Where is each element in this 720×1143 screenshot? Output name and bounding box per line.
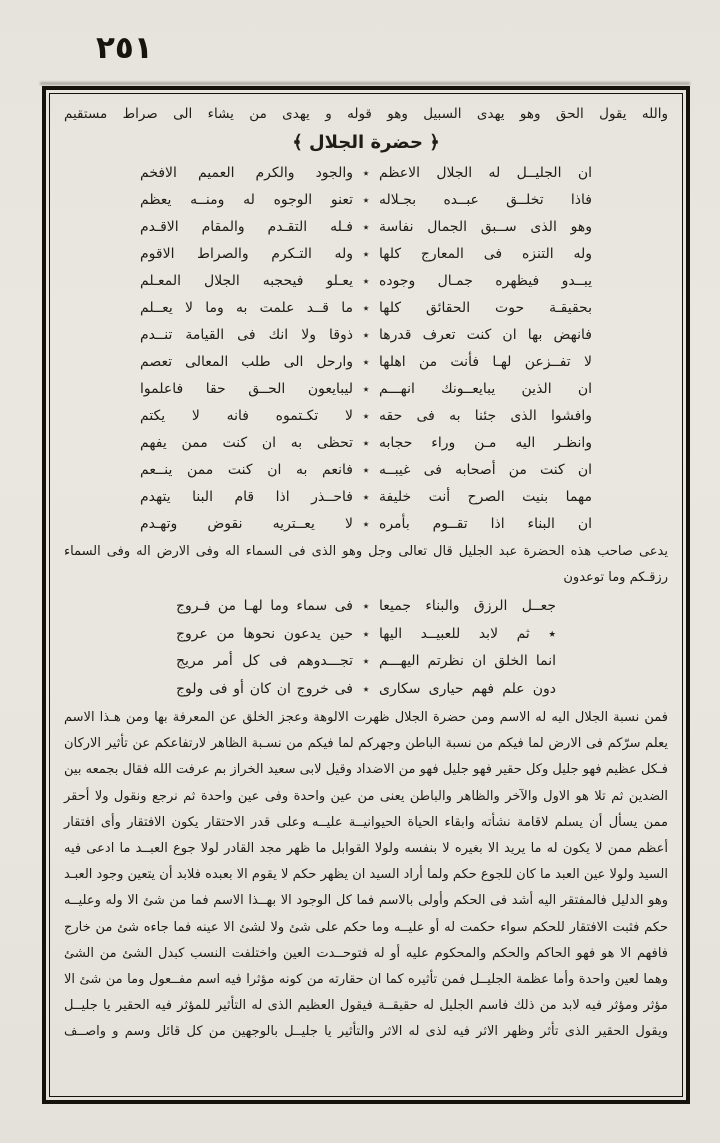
verse-separator: ٭ xyxy=(362,382,370,396)
hemistich-right: فاذا تخلــق عبــده بجـلاله xyxy=(379,192,592,208)
verse-separator: ٭ xyxy=(362,328,370,342)
hemistich-right: فانهض بها ان كنت تعرف قدرها xyxy=(379,327,592,343)
verse-line xyxy=(176,648,556,676)
verse-line xyxy=(140,430,592,457)
verse-line xyxy=(140,349,592,376)
verse-line xyxy=(140,484,592,511)
page-frame-inner xyxy=(49,93,683,1097)
hemistich-right: وهو الذى ســبق الجمال نفاسة xyxy=(379,219,592,235)
page-number: ٢٥١ xyxy=(96,30,153,66)
verse-line xyxy=(140,268,592,295)
hemistich-left: وارحل الى طلب المعالى تعصم xyxy=(140,354,353,370)
hemistich-left: حين يدعون نحوها من عروج xyxy=(176,625,353,642)
hemistich-right: لا تفــزعن لهـا فأنت من اهلها xyxy=(379,354,592,370)
verse-line xyxy=(140,214,592,241)
verse-separator: ٭ xyxy=(362,654,370,668)
hemistich-left: فـله التقـدم والمقام الاقـدم xyxy=(140,219,353,235)
hemistich-left: ما قــد علمت به وما لا يعــلم xyxy=(140,300,353,316)
main-paragraph: فمن نسبة الجلال اليه له الاسم ومن حضرة الجلال ظهرت الالوهة وعجز الخلق عن المعرفة بها ومن هـذا الاسم يعلم سرّكم فى الارض لما فيكم من نسبة الباطن وجهركم لما فيكم من نسـبة الظاهر لارتفاعكم عن تأثير الاركان فـكل عظيم فهو جليل وكل حقير فهو جليل فهو من الاضداد وقيل لابى سعيد الخراز بم عرفت الله فقال بجمعه بين الضدين ثم تلا هو الاول والآخر والظاهر والباطن يعنى من عين واحدة وفى عين واحدة ثم نرجع ونقول ولا أحقر ممن يسأل أن يسلم لاقامة نشأته وابقاء الحياة الحيوانيــة عليــه وعلى قدر الاحتقار يكون الافتقار وأى افتقار أعظم ممن لا يكون له ما يريد الا بغيره لا بنفسه ولولا القوابل ما ظهر مجد القادر لولا جوع العبــد ما ادعى فيه السيد ولولا عين العبد ما كان للجوع حكم ولما أراد السيد ان يظهر حكم لا يقوم الا بعبده فلابد أن يتعين وجود العبـد وهو الدليل فالمفتقر اليه أشد فى الحكم وأولى بالاسم فما كل الوجود الا بهــذا الاسم فما من شئ الا وله وعليــه حكم فثبت الافتقار للحكم سواء حكمت له أو عليــه وما حكم على شئ ولا لشئ الا عينه فما جاءه شئ من خارج فافهم الا هو فهو الحاكم والحكم والمحكوم عليه أو له فتوحــدت العين واختلفت النسب كبدل الشئ من الشئ وهما لعين واحدة وأما عظمة الجليــل فمن تأثيره كما ان حقارته من كونه مؤثرا فيه اسم مفــعول وما من شئ الا مؤثر ومؤثر فيه لابد من ذلك فاسم الجليل له حقيقــة فيقول العظيم الذى له التأثير للمؤثر فيه الحقير يا جليــل ويقول الحقير الذى تأثر وظهر الاثر فيه لذى له الاثر والتأثير يا جليــل بالوجهين من كل قائل وسم و واصــف xyxy=(64,710,668,1040)
hemistich-right: انما الخلق ان نظرتم اليهـــم xyxy=(379,653,556,669)
verse-separator: ٭ xyxy=(362,247,370,261)
hemistich-right: ان الذين يبايعــونك انهـــم xyxy=(379,381,592,397)
hemistich-right: دون علم فهم حيارى سكارى xyxy=(379,680,556,697)
verse-separator: ٭ xyxy=(362,517,370,531)
hemistich-left: وله التـكرم والصراط الاقوم xyxy=(140,246,353,262)
hemistich-right: وافشوا الذى جئنا به فى حقه xyxy=(379,408,592,424)
verse-separator: ٭ xyxy=(362,274,370,288)
prose-commentary: يدعى صاحب هذه الحضرة عبد الجليل قال تعالى وجل وهو الذى فى السماء اله وفى الارض اله وفى السماء رزقـكم وما توعدون xyxy=(64,544,668,585)
poem-first xyxy=(140,160,592,538)
hemistich-right: يبــدو فيظهره جمـال وجوده xyxy=(379,273,592,289)
header-line: والله يقول الحق وهو يهدى السبيل وهو قوله و يهدى من يشاء الى صراط مستقيم xyxy=(64,106,668,122)
verse-separator: ٭ xyxy=(362,409,370,423)
verse-line xyxy=(140,187,592,214)
verse-separator: ٭ xyxy=(362,193,370,207)
hemistich-right: وانظـر اليه مـن وراء حجابه xyxy=(379,435,592,451)
page-frame xyxy=(42,86,690,1104)
verse-separator: ٭ xyxy=(362,599,370,613)
verse-line xyxy=(176,676,556,704)
hemistich-left: فى سماء وما لهـا من فـروج xyxy=(176,598,353,614)
verse-separator: ٭ xyxy=(362,463,370,477)
hemistich-left: فاحــذر اذا قام البنا يتهدم xyxy=(140,489,353,505)
verse-separator: ٭ xyxy=(362,166,370,180)
hemistich-left: فانعم به ان كنت ممن ينــعم xyxy=(140,462,353,478)
verse-line xyxy=(140,241,592,268)
hemistich-left: تحظى به ان كنت ممن يفهم xyxy=(140,435,353,451)
hemistich-left: ليبايعون الحــق حقا فاعلموا xyxy=(140,381,353,397)
hemistich-right: وله التنزه فى المعارج كلها xyxy=(379,246,592,262)
verse-line xyxy=(140,511,592,538)
hemistich-left: تجـــدوهم فى كل أمر مريج xyxy=(176,653,353,669)
hemistich-right: بحقيقـة حوت الحقائق كلها xyxy=(379,300,592,316)
section-title: ﴿ حضرة الجلال ﴾ xyxy=(292,132,440,153)
poem-second xyxy=(176,593,556,703)
verse-separator: ٭ xyxy=(362,436,370,450)
verse-line xyxy=(140,160,592,187)
hemistich-left: ذوقا ولا انك فى القيامة تنــدم xyxy=(140,327,353,343)
hemistich-right: مهما بنيت الصرح أنت خليفة xyxy=(379,489,592,505)
hemistich-left: فى خروج ان كان أو فى ولوج xyxy=(176,680,353,697)
hemistich-right: ان البناء اذا تقــوم بأمره xyxy=(379,516,592,532)
hemistich-right: ٭ ثم لابد للعبيــد اليها xyxy=(379,625,556,642)
hemistich-left: لا يعــتريه نقوض وتهـدم xyxy=(140,516,353,532)
hemistich-left: لا تكـتموه فانه لا يكتم xyxy=(140,408,353,424)
verse-separator: ٭ xyxy=(362,301,370,315)
verse-separator: ٭ xyxy=(362,626,370,641)
verse-line xyxy=(176,621,556,649)
hemistich-right: ان كنت من أصحابه فى غيبــه xyxy=(379,462,592,478)
verse-line xyxy=(140,322,592,349)
verse-separator: ٭ xyxy=(362,220,370,234)
hemistich-right: جعــل الرزق والبناء جميعا xyxy=(379,598,556,614)
verse-line xyxy=(140,403,592,430)
verse-line xyxy=(140,457,592,484)
hemistich-left: يعـلو فيحجبه الجلال المعـلم xyxy=(140,273,353,289)
verse-line xyxy=(140,376,592,403)
hemistich-right: ان الجليــل له الجلال الاعظم xyxy=(379,165,592,181)
verse-line xyxy=(140,295,592,322)
verse-separator: ٭ xyxy=(362,490,370,504)
verse-separator: ٭ xyxy=(362,681,370,696)
verse-separator: ٭ xyxy=(362,355,370,369)
verse-line xyxy=(176,593,556,621)
hemistich-left: والجود والكرم العميم الافخم xyxy=(140,165,353,181)
hemistich-left: تعنو الوجوه له ومنــه يعظم xyxy=(140,192,353,208)
scan-smudge xyxy=(40,82,690,85)
